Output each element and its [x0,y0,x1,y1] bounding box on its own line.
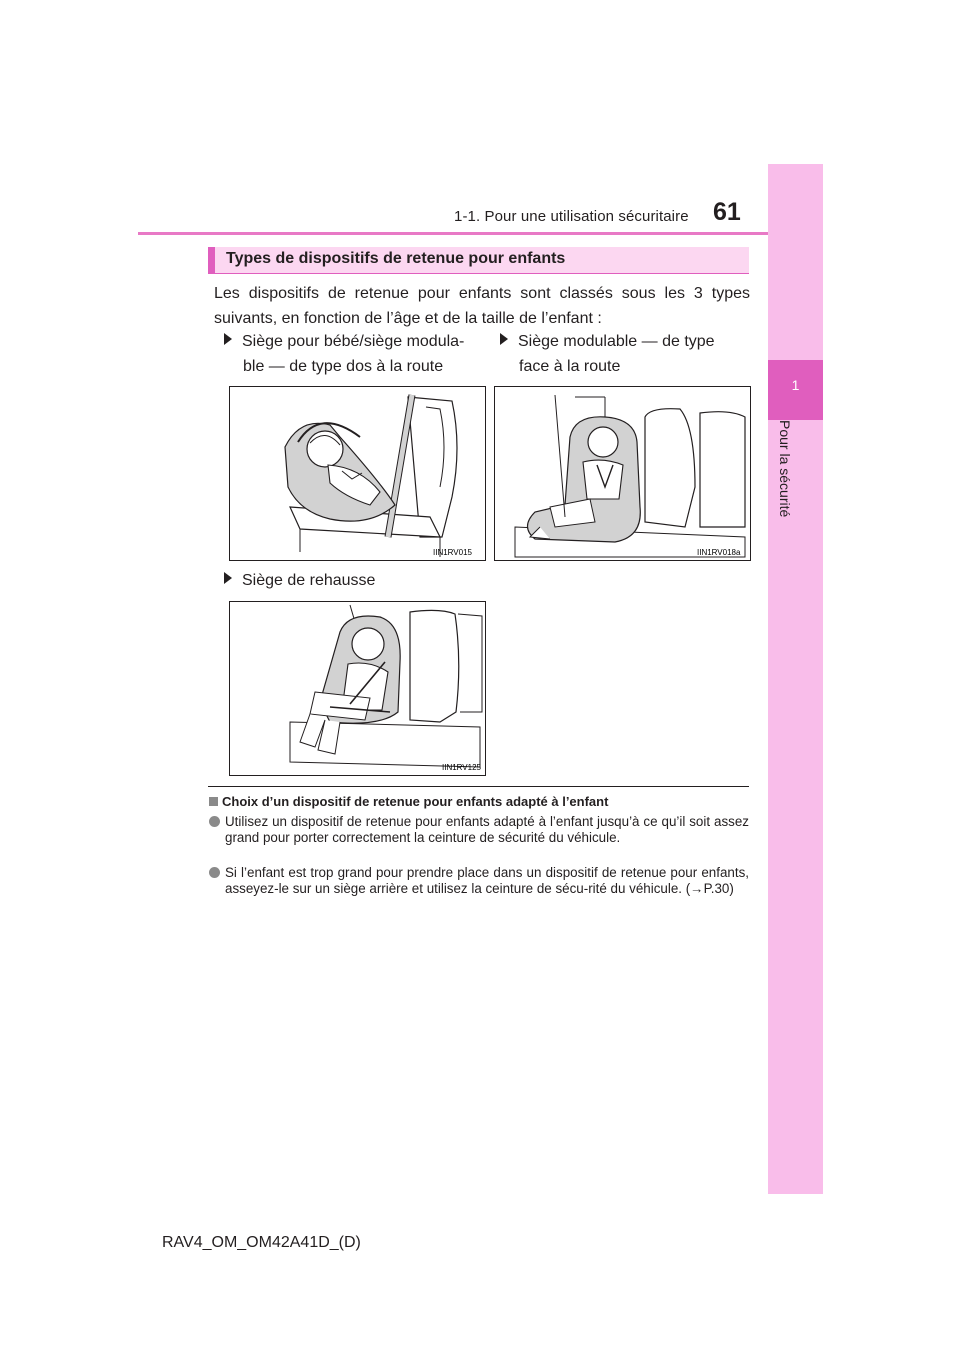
triangle-bullet-icon [500,333,508,345]
figure-code: IIN1RV125 [442,763,481,772]
triangle-bullet-icon [224,333,232,345]
intro-paragraph: Les dispositifs de retenue pour enfants sont classés sous les 3 types suivants, en fonction de l’âge et de la taille de l’enfant : [214,285,750,327]
note-text: Utilisez un dispositif de retenue pour enfants adapté à l’enfant jusqu’à ce qu’il soit assez grand pour porter correctement la ceinture de sécurité du véhicule. [225,814,749,845]
seat-type-forward-facing [500,329,746,379]
square-bullet-icon [209,797,218,806]
note-item [225,865,749,897]
figure-forward-facing-seat [494,386,751,561]
triangle-bullet-icon [224,572,232,584]
item-label-line2: ble — de type dos à la route [243,358,444,375]
chapter-label: Pour la sécurité [777,420,793,518]
rear-facing-seat-illustration [230,387,485,560]
figure-code: IIN1RV018a [697,548,741,557]
item-label-line1: Siège modulable — de type [518,333,715,350]
section-title: Types de dispositifs de retenue pour enfants [226,250,566,267]
booster-seat-illustration [230,602,485,775]
chapter-side-tab [768,164,823,1194]
note-rule [208,786,749,787]
note-title: Choix d’un dispositif de retenue pour enfants adapté à l’enfant [222,794,609,809]
note-text: Si l’enfant est trop grand pour prendre place dans un dispositif de retenue pour enfants, asseyez-le sur un siège arrière et utilisez la ceinture de sécu-rité du véhicule. (→P.30) [225,865,749,896]
seat-type-rear-facing [224,329,490,379]
footer-doc-code: RAV4_OM_OM42A41D_(D) [162,1234,361,1251]
section-title-bar [208,247,215,274]
figure-rear-facing-seat [229,386,486,561]
chapter-number: 1 [791,377,800,393]
item-label-line1: Siège pour bébé/siège modula- [242,333,465,350]
note-heading [209,794,608,809]
circle-bullet-icon [209,816,220,827]
item-label-line1: Siège de rehausse [242,572,376,589]
seat-type-booster [224,568,375,593]
figure-code: IIN1RV015 [433,548,472,557]
page-number: 61 [713,198,741,226]
note-item [225,814,749,846]
forward-facing-seat-illustration [495,387,750,560]
running-header-section: 1-1. Pour une utilisation sécuritaire [454,208,689,225]
header-rule [138,232,823,235]
circle-bullet-icon [209,867,220,878]
item-label-line2: face à la route [519,358,621,375]
figure-booster-seat [229,601,486,776]
